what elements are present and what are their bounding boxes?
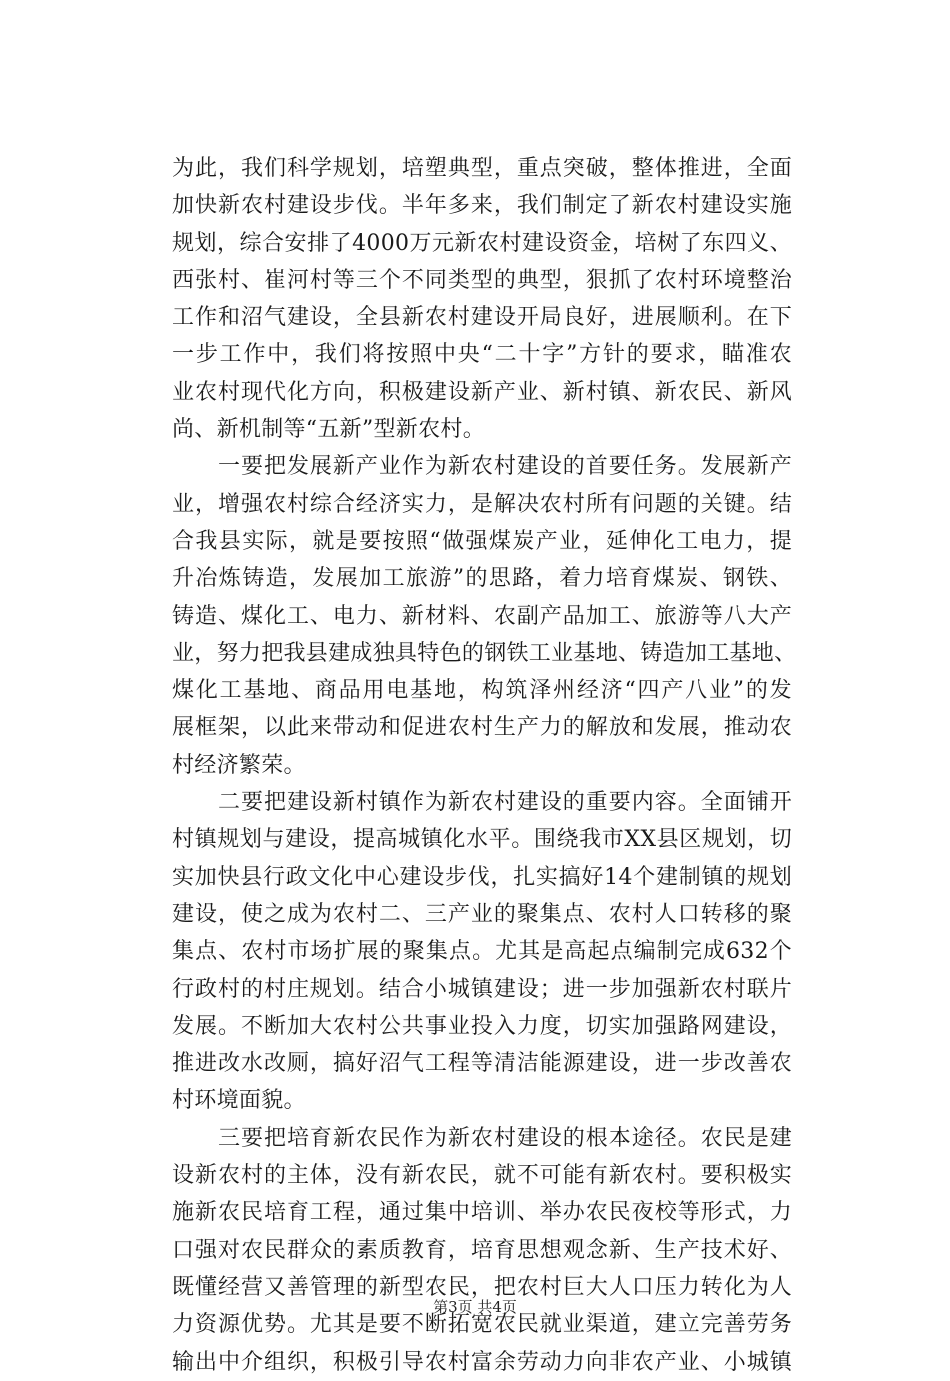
- text-line: 行政村的村庄规划。结合小城镇建设；进一步加强新农村联片: [172, 976, 792, 1002]
- text-line: 规划，综合安排了4000万元新农村建设资金，培树了东四义、: [172, 230, 792, 256]
- text-line: 升冶炼铸造，发展加工旅游”的思路，着力培育煤炭、钢铁、: [172, 566, 792, 592]
- text-line: 村镇规划与建设，提高城镇化水平。围绕我市XX县区规划，切: [172, 827, 792, 853]
- text-line: 煤化工基地、商品用电基地，构筑泽州经济“四产八业”的发: [172, 678, 792, 704]
- text-line: 发展。不断加大农村公共事业投入力度，切实加强路网建设，: [172, 1013, 792, 1039]
- text-line: 业，增强农村综合经济实力，是解决农村所有问题的关键。结: [172, 491, 792, 517]
- text-line: 村经济繁荣。: [172, 752, 306, 778]
- text-line: 为此，我们科学规划，培塑典型，重点突破，整体推进，全面: [172, 156, 792, 181]
- text-line: 集点、农村市场扩展的聚集点。尤其是高起点编制完成632个: [172, 939, 792, 965]
- text-line: 工作和沼气建设，全县新农村建设开局良好，进展顺利。在下: [172, 305, 792, 331]
- text-line: 设新农村的主体，没有新农民，就不可能有新农村。要积极实: [172, 1163, 792, 1189]
- text-line: 业，努力把我县建成独具特色的钢铁工业基地、铸造加工基地、: [172, 640, 797, 666]
- text-line: 业农村现代化方向，积极建设新产业、新村镇、新农民、新风: [172, 379, 792, 405]
- text-line: 口强对农民群众的素质教育，培育思想观念新、生产技术好、: [172, 1237, 792, 1263]
- text-line: 尚、新机制等“五新”型新农村。: [172, 417, 485, 443]
- text-line: 一步工作中，我们将按照中央“二十字”方针的要求，瞄准农: [172, 342, 792, 368]
- text-line: 既懂经营又善管理的新型农民，把农村巨大人口压力转化为人: [172, 1274, 792, 1300]
- text-line: 力资源优势。尤其是要不断拓宽农民就业渠道，建立完善劳务: [172, 1312, 792, 1338]
- text-line: 二要把建设新村镇作为新农村建设的重要内容。全面铺开: [172, 790, 792, 816]
- text-line: 合我县实际，就是要按照“做强煤炭产业，延伸化工电力，提: [172, 528, 792, 554]
- text-line: 施新农民培育工程，通过集中培训、举办农民夜校等形式，力: [172, 1200, 792, 1226]
- body-text: [172, 150, 797, 1381]
- text-line: 三要把培育新农民作为新农村建设的根本途径。农民是建: [172, 1125, 792, 1151]
- text-line: 加快新农村建设步伐。半年多来，我们制定了新农村建设实施: [172, 193, 792, 219]
- text-line: 村环境面貌。: [172, 1088, 306, 1114]
- text-line: 推进改水改厕，搞好沼气工程等清洁能源建设，进一步改善农: [172, 1051, 792, 1077]
- text-line: 输出中介组织，积极引导农村富余劳动力向非农产业、小城镇: [172, 1349, 792, 1375]
- text-line: 建设，使之成为农村二、三产业的聚集点、农村人口转移的聚: [172, 901, 792, 927]
- text-line: 一要把发展新产业作为新农村建设的首要任务。发展新产: [172, 454, 792, 480]
- text-line: 铸造、煤化工、电力、新材料、农副产品加工、旅游等八大产: [172, 603, 792, 629]
- text-line: 西张村、崔河村等三个不同类型的典型，狠抓了农村环境整治: [172, 267, 792, 293]
- page-footer: 第3页 共4页: [433, 1298, 517, 1316]
- text-line: 展框架，以此来带动和促进农村生产力的解放和发展，推动农: [172, 715, 792, 741]
- text-line: 实加快县行政文化中心建设步伐，扎实搞好14个建制镇的规划: [172, 864, 792, 890]
